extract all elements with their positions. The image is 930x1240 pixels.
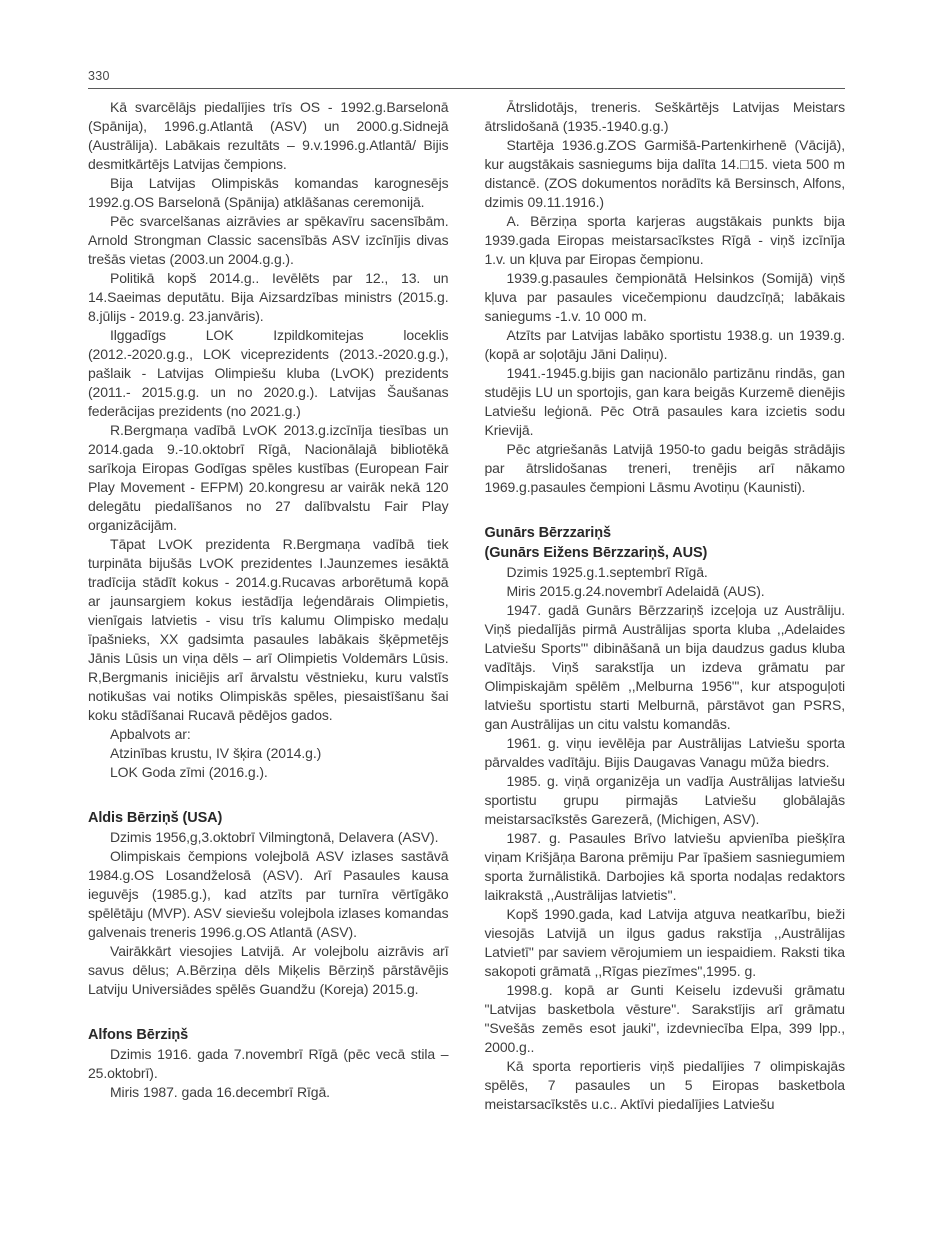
- award-item: LOK Goda zīmi (2016.g.).: [110, 763, 268, 780]
- paragraph: Kopš 1990.gada, kad Latvija atguva neatkarību, bieži viesojās Latvijā un ilgus gadus rakstīja ,,Austrālijas Latvietī" par saviem vērojumiem un iespaidiem. Raksti tika sakopoti grāmatā ,,Rīgas piezīmes",1995. g.: [484, 905, 845, 979]
- award-item: Atzinības krustu, IV šķira (2014.g.): [110, 744, 322, 761]
- paragraph: 1987. g. Pasaules Brīvo latviešu apvienība piešķīra viņam Krišjāņa Barona prēmiju Par īpašiem sasniegumiem sporta žurnālistikā. Darbojies kā sporta nodaļas redaktors laikrakstā ,,Austrālijas latvietis''.: [484, 829, 845, 903]
- paragraph: Bija Latvijas Olimpiskās komandas karognesējs 1992.g.OS Barselonā (Spānija) atklāšanas ceremonijā.: [88, 174, 449, 210]
- paragraph: 1939.g.pasaules čempionātā Helsinkos (Somijā) viņš kļuva par pasaules vicečempionu daudzcīņā; labākais saniegums -1.v. 10 000 m.: [484, 269, 845, 324]
- paragraph: 1947. gadā Gunārs Bērzzariņš izceļoja uz Austrāliju. Viņš piedalījās pirmā Austrālijas sporta kluba ,,Adelaides Latviešu Sports"' dibināšanā un bija daudzus gadus kluba vadītājs. Viņš sarakstīja un izdeva grāmatu par Olimpiskajām spēlēm ,,Melburna 1956"', kur atspoguļoti latviešu sportistu starti Melburnā, pārstāvot gan PSRS, gan Austrālijas un citu valstu komandās.: [484, 601, 845, 732]
- page-header: [88, 70, 845, 89]
- paragraph: Miris 1987. gada 16.decembrī Rīgā.: [110, 1083, 330, 1100]
- page-number: 330: [88, 69, 110, 83]
- paragraph: 1941.-1945.g.bijis gan nacionālo partizānu rindās, gan studējis LU un sportojis, gan kara beigās Kurzemē dienējis Latviešu leģionā. Pēc Otrā pasaules kara izcietis sodu Krievijā.: [484, 364, 845, 438]
- awards-label: Apbalvots ar:: [110, 725, 191, 742]
- paragraph: Pēc svarcelšanas aizrāvies ar spēkavīru sacensībām. Arnold Strongman Classic sacensībās ASV izcīnījis divas trešās vietas (2003.un 2004.g.g.).: [88, 212, 449, 267]
- heading-aldis-berzins: Aldis Bērziņš (USA): [88, 809, 223, 826]
- paragraph: Dzimis 1956,g,3.oktobrī Vilmingtonā, Delavera (ASV).: [110, 828, 439, 845]
- paragraph: Olimpiskais čempions volejbolā ASV izlases sastāvā 1984.g.OS Losandželosā (ASV). Arī Pasaules kausa ieguvējs (1985.g.), kad atzīts par turnīra vērtīgāko spēlētāju (MVP). ASV sieviešu volejbola izlases komandas galvenais treneris 1996.g.OS Atlantā (ASV).: [88, 847, 449, 940]
- paragraph: Ilggadīgs LOK Izpildkomitejas loceklis (2012.-2020.g.g., LOK viceprezidents (2013.-2020.g.g.), pašlaik - Latvijas Olimpiešu kluba (LvOK) prezidents (2011.- 2015.g.g. un no 2020.g.). Latvijas Šaušanas federācijas prezidents (no 2021.g.): [88, 326, 449, 419]
- paragraph: Tāpat LvOK prezidenta R.Bergmaņa vadībā tiek turpināta bijušās LvOK prezidentes I.Jaunzemes iesāktā tradīcija stādīt kokus - 2014.g.Rucavas arborētumā kopā ar jaunsargiem kokus iestādīja leģendārais Olimpietis, vienīgais latvietis - visu trīs kalumu Olimpisko medaļu īpašnieks, XX gadsimta pasaules labākais šķēpmetējs Jānis Lūsis un viņa dēls – arī Olimpietis Voldemārs Lūsis. R,Bergmanis iniciējis arī ārvalstu vēstnieku, kuru valstīs notikušas vai notiks Olimpiskās spēles, piesaistīšanu šai koku stādīšanai Rucavā pēdējos gados.: [88, 535, 449, 723]
- paragraph: 1998.g. kopā ar Gunti Keiselu izdevuši grāmatu "Latvijas basketbola vēsture". Sarakstījis arī grāmatu "Svešās zemēs esot jauki", izdevniecība Elpa, 399 lpp., 2000.g..: [484, 981, 845, 1055]
- paragraph: 1961. g. viņu ievēlēja par Austrālijas Latviešu sporta pārvaldes vadītāju. Bijis Daugavas Vanagu mūža biedrs.: [484, 734, 845, 770]
- paragraph: Politikā kopš 2014.g.. Ievēlēts par 12., 13. un 14.Saeimas deputātu. Bija Aizsardzības ministrs (2015.g. 8.jūlijs - 2019.g. 23.janvāris).: [88, 269, 449, 324]
- paragraph: Startēja 1936.g.ZOS Garmišā-Partenkirhenē (Vācijā), kur augstākais sasniegums bija dalīta 14.□15. vieta 500 m distancē. (ZOS dokumentos norādīts kā Bersinsch, Alfons, dzimis 09.11.1916.): [484, 136, 845, 210]
- paragraph: R.Bergmaņa vadībā LvOK 2013.g.izcīnīja tiesības un 2014.gada 9.-10.oktobrī Rīgā, Nacionālajā bibliotēkā sarīkoja Eiropas Godīgas spēles kustības (European Fair Play Movement - EFPM) 20.kongresu ar vairāk nekā 120 delegātu piedalīšanos no 27 dalībvalstu Fair Play organizācijām.: [88, 421, 449, 533]
- right-column: [485, 98, 846, 1114]
- paragraph: Kā svarcēlājs piedalījies trīs OS - 1992.g.Barselonā (Spānija), 1996.g.Atlantā (ASV) un 2000.g.Sidnejā (Austrālija). Labākais rezultāts – 9.v.1996.g.Atlantā/ Bijis desmitkārtējs Latvijas čempions.: [88, 98, 449, 172]
- heading-gunars-berzzarins-sub: (Gunārs Eižens Bērzzariņš, AUS): [484, 544, 708, 561]
- heading-alfons-berzins: Alfons Bērziņš: [88, 1026, 189, 1043]
- paragraph: Pēc atgriešanās Latvijā 1950-to gadu beigās strādājis par ātrslidošanas treneri, trenējis arī nākamo 1969.g.pasaules čempioni Lāsmu Avotiņu (Kaunisti).: [484, 440, 845, 495]
- paragraph: Kā sporta reportieris viņš piedalījies 7 olimpiskajās spēlēs, 7 pasaules un 5 Eiropas basketbola meistarsacīkstēs u.c.. Aktīvi piedalījies Latviešu: [484, 1057, 845, 1112]
- left-column: [88, 98, 449, 1114]
- paragraph: Dzimis 1916. gada 7.novembrī Rīgā (pēc vecā stila – 25.oktobrī).: [88, 1045, 449, 1081]
- paragraph: Ātrslidotājs, treneris. Seškārtējs Latvijas Meistars ātrslidošanā (1935.-1940.g.g.): [484, 98, 845, 134]
- paragraph: Vairākkārt viesojies Latvijā. Ar volejbolu aizrāvis arī savus dēlus; A.Bērziņa dēls Miķelis Bērziņš pārstāvējis Latviju Universiādes spēlēs Guandžu (Koreja) 2015.g.: [88, 942, 449, 997]
- paragraph: A. Bērziņa sporta karjeras augstākais punkts bija 1939.gada Eiropas meistarsacīkstes Rīgā - viņš izcīnīja 1.v. un kļuva par Eiropas čempionu.: [484, 212, 845, 267]
- paragraph: 1985. g. viņā organizēja un vadīja Austrālijas latviešu sportistu grupu pirmajās Latviešu globālajās meistarsacīkstēs Garezerā, (Michigen, ASV).: [484, 772, 845, 827]
- paragraph: Atzīts par Latvijas labāko sportistu 1938.g. un 1939.g.(kopā ar soļotāju Jāni Daliņu).: [484, 326, 845, 362]
- paragraph: Dzimis 1925.g.1.septembrī Rīgā.: [506, 563, 708, 580]
- text-columns: [88, 98, 845, 1114]
- heading-gunars-berzzarins: Gunārs Bērzzariņš: [484, 524, 611, 541]
- paragraph: Miris 2015.g.24.novembrī Adelaidā (AUS).: [506, 582, 765, 599]
- header-rule: [88, 88, 845, 89]
